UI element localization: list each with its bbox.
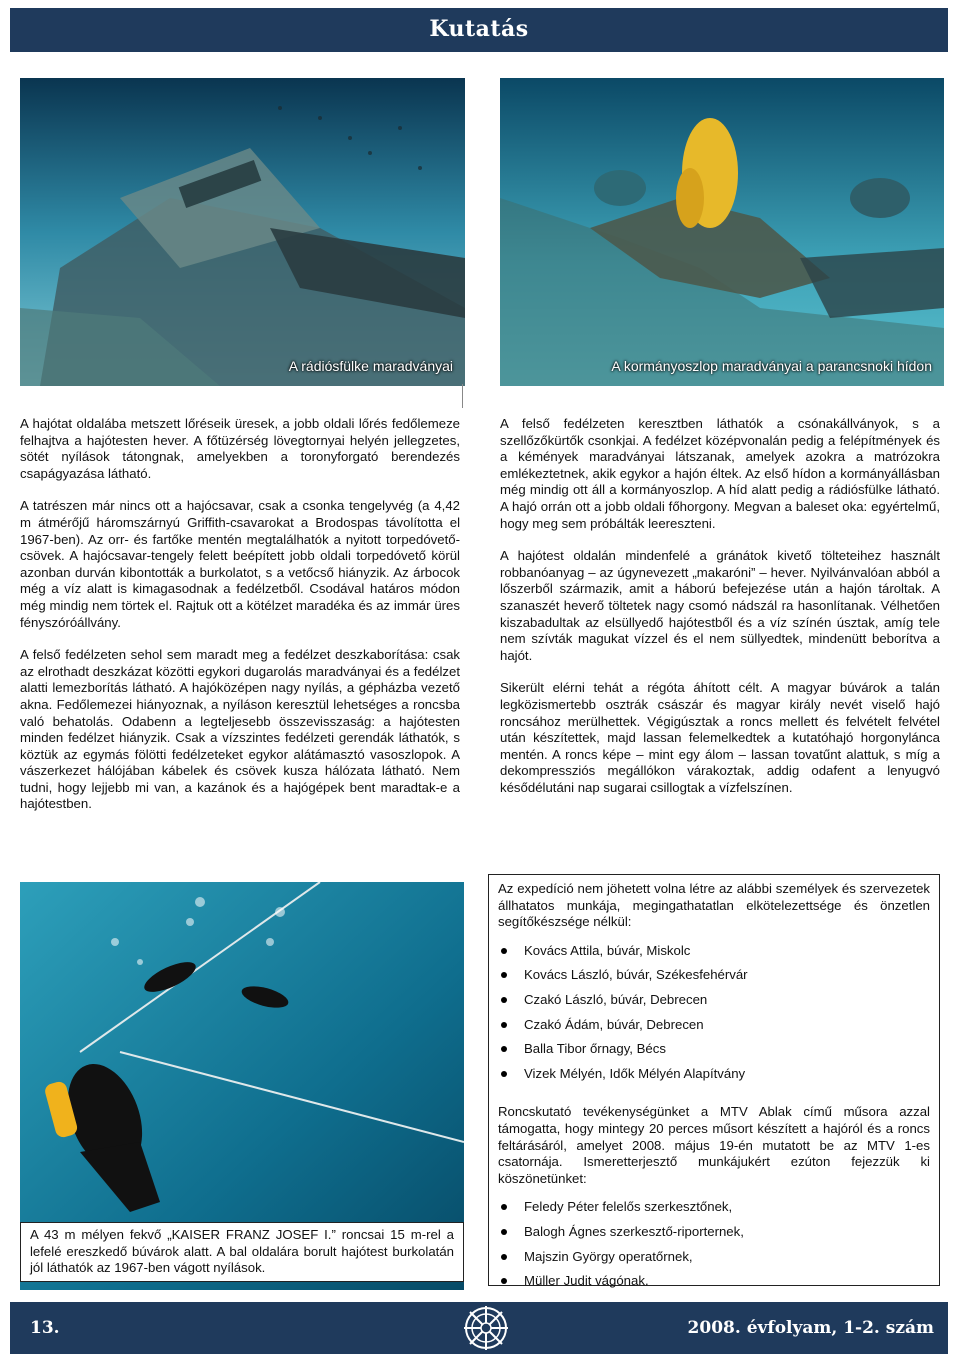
left-text-column — [20, 416, 460, 829]
tv-support-text: Roncskutató tevékenységünket a MTV Ablak című műsora azzal támogatta, hogy mintegy 20 perces műsort készített a hajóról és a roncs feltárásáról, amelyet 2008. május 19-én mutatott be az MTV 1-es csatornája. Ismeretterjesztő munkájukért ezúton fejezzük ki köszönetünket: — [498, 1104, 930, 1186]
list-item: Czakó Ádám, búvár, Debrecen — [498, 1013, 930, 1038]
acknowledgements-box — [488, 874, 940, 1289]
list-item: Majszin György operatőrnek, — [498, 1245, 930, 1270]
left-paragraph-2: A tatrészen már nincs ott a hajócsavar, csak a csonka tengelyvég (a 4,42 m átmérőjű háromszárnyú Griffith-csavarokat a Brodospas távolította el 1967-ben). Az orr- és fartőke mentén megtalálhatók a nyitott torpedóvető-csövek. A hajócsavar-tengely felett beépített jobb oldali torpedóvető körül azonban durván kibontották a burkolatot, s a vetőcső hiányzik. Az árbocok még a víz alatt is kimagasodnak a fedélzetből. Csodával határos módon még mindig nem törtek el. Rajtuk ott a kötélzet maradéka és az immár üres fényszóróállvány. — [20, 498, 460, 630]
tv-staff-list — [498, 1195, 930, 1293]
header-bar — [10, 8, 948, 52]
acknowledgements-intro: Az expedíció nem jöhetett volna létre az alábbi személyek és szervezetek állhatatos munkája, megingathatatlan elkötelezettsége és önzetlen segítőkészsége nélkül: — [498, 881, 930, 930]
left-paragraph-1: A hajótat oldalába metszett lőréseik üresek, a jobb oldali lőrés fedőlemeze felhajtva a hajótesten hever. A főtüzérség lövegtornyai helyén jellegzetes, sötét nyílások tátongnak, amelyekben a toronyforgató berendezés csapágyazása látható. — [20, 416, 460, 481]
photo-caption-text: A 43 m mélyen fekvő „KAISER FRANZ JOSEF I.” roncsai 15 m-rel a lefelé ereszkedő búvárok alatt. A bal oldalára borult hajótest burkolatán jól láthatók az 1967-ben vágott nyílások. — [30, 1227, 454, 1276]
list-item: Czakó László, búvár, Debrecen — [498, 988, 930, 1013]
photo-caption-box — [20, 1222, 464, 1282]
contributors-list — [498, 939, 930, 1087]
right-paragraph-1: A felső fedélzeten keresztben láthatók a csónakállványok, s a szellőzőkürtők csonkjai. A fedélzet középvonalán pedig a felépítmények és a kémények maradványai látszanak, amelyek azokra a matrózokra emlékeztetnek, akik egykor a hajón éltek. Az első hídon a kormányállásban még mindig ott áll a kormányoszlop. A híd alatt pedig a rádiósfülke látható. A hajó orrán ott a jobb oldali főhorgony. Megvan a baleset oka: egyértelmű, hogy meg sem próbálták leereszteni. — [500, 416, 940, 531]
photo-caption-left: A rádiósfülke maradványai — [288, 358, 453, 374]
list-item: Balogh Ágnes szerkesztő-riporternek, — [498, 1220, 930, 1245]
issue-label: 2008. évfolyam, 1-2. szám — [687, 1318, 934, 1338]
right-paragraph-2: A hajótest oldalán mindenfelé a gránátok kivető tölteteihez használt robbanóanyag – az úgynevezett „makaróni” – hever. Nyilvánvalóan abból a lőszerből származik, amit a háború befejezése után a hajón tároltak. A szanaszét heverő töltetek nagy csomó nádszál ra hasonlítanak. Vélhetően kiszabadultak az elsüllyedő hajótestből és a víz színén úsztak, amíg tele nem szívták magukat vízzel és el nem süllyedtek, mindenütt beborítva a hajót. — [500, 548, 940, 663]
steering-column-photo — [500, 78, 944, 386]
column-divider — [462, 384, 463, 408]
footer-bar — [10, 1302, 948, 1354]
radio-room-photo — [20, 78, 465, 386]
right-paragraph-3: Sikerült elérni tehát a régóta áhított célt. A magyar búvárok a talán legközismertebb osztrák császár és magyar király nevét viselő hajó roncsához merülhettek. Végigúsztak a roncs mellett és felvételt felvétel után készítettek, majd lassan felemelkedtek a kutatóhajó horgonyláncа mentén. A roncs képe – mint egy álom – lassan tovatűnt alattuk, s míg a dekompressziós megállókon várakoztak, addig odafent a lenyugvó késődélutáni nap sugarai csillogtak a vízfelszínen. — [500, 680, 940, 795]
list-item: Balla Tibor őrnagy, Bécs — [498, 1037, 930, 1062]
photo-caption-right: A kormányoszlop maradványai a parancsnoki hídon — [611, 358, 932, 374]
page-number: 13. — [30, 1318, 60, 1338]
list-item: Feledy Péter felelős szerkesztőnek, — [498, 1195, 930, 1220]
left-paragraph-3: A felső fedélzeten sehol sem maradt meg a fedélzet deszkaborítása: csak az elrothadt deszkázat közötti egykori dugarolás maradványai és a fedélzet alatti lemezborítás látható. A hajóközépen nagy nyílás, a gépházba vezető akna. Fedőlemezei hiányoznak, a nyíláson keresztül lehetséges a roncsba való behatolás. Odabenn a legteljesebb összevisszaság: a hajótesten minden fedélzet hiányzik. Csak a vízszintes fedélzeti gerendák láthatók, s köztük az egymás fölötti fedélzeteket egykor alátámasztó vasoszlopok. A vászerkezet hálójában kábelek és csövek kusza hálózata látható. Nem tudni, hogy lejjebb mi van, a kazánok és a hajógépek bent maradtak-e a hajótestben. — [20, 647, 460, 812]
right-text-column — [500, 416, 940, 812]
page-title: Kutatás — [429, 16, 529, 42]
list-item: Vizek Mélyén, Idők Mélyén Alapítvány — [498, 1062, 930, 1087]
list-item: Müller Judit vágónak. — [498, 1269, 930, 1294]
list-item: Kovács Attila, búvár, Miskolc — [498, 939, 930, 964]
anchor-wheel-logo-icon — [462, 1304, 510, 1352]
list-item: Kovács László, búvár, Székesfehérvár — [498, 963, 930, 988]
